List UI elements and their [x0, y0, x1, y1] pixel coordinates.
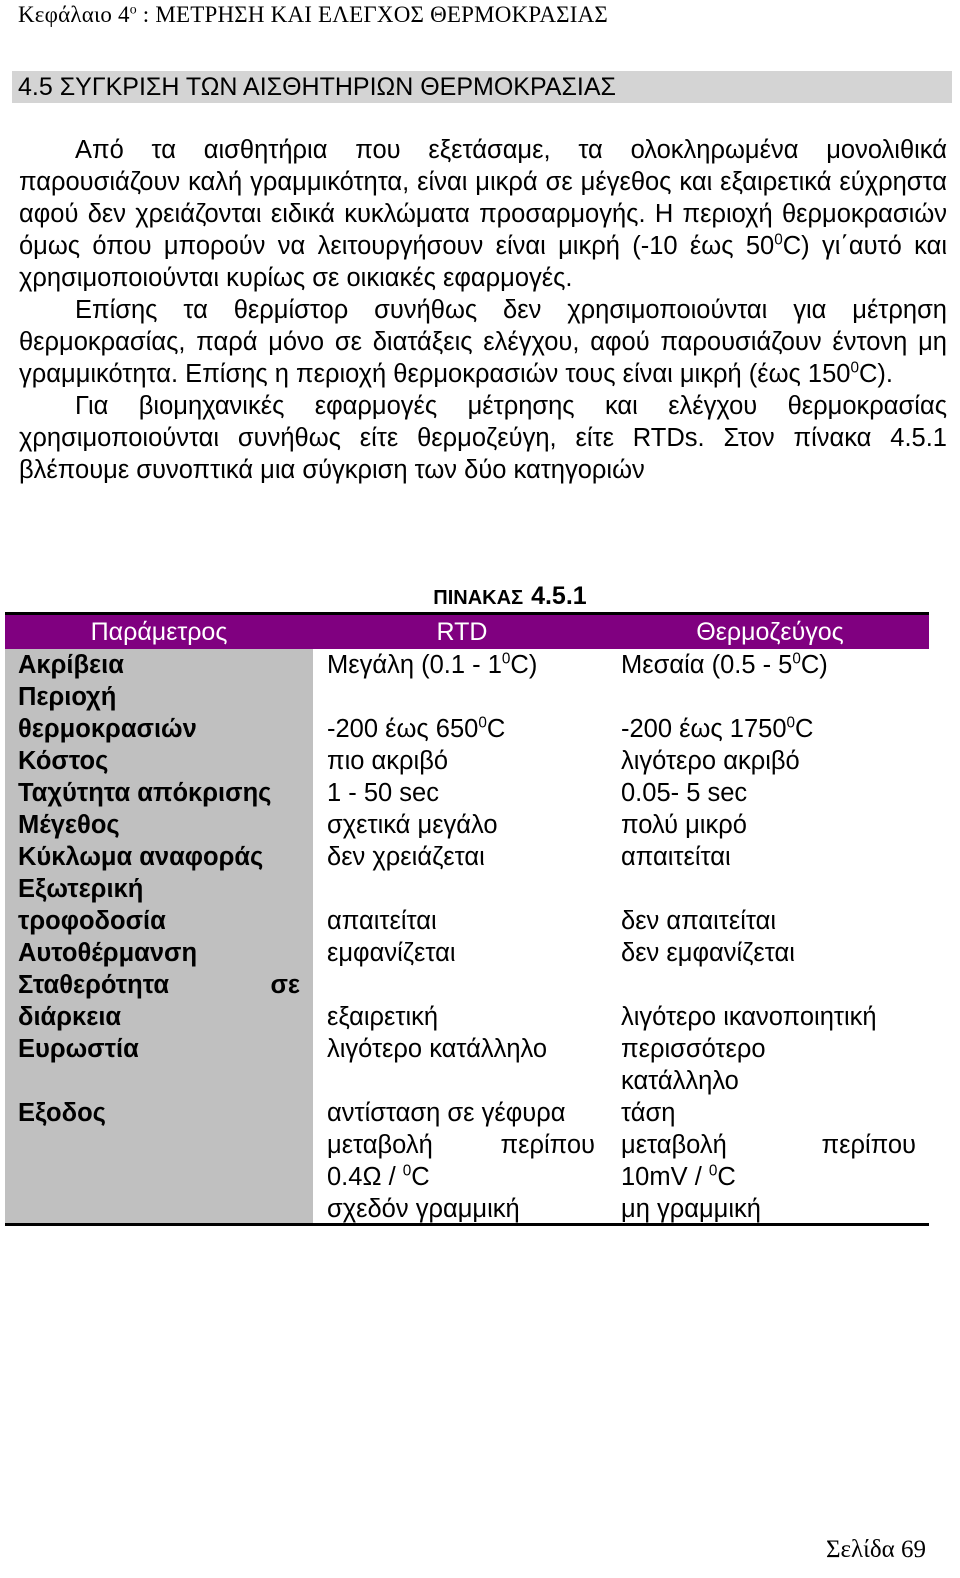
- page-number: 69: [901, 1536, 927, 1563]
- param-cell: Αυτοθέρμανση: [18, 939, 198, 967]
- rtd-cell: δεν χρειάζεται: [327, 843, 485, 871]
- rtd-cell: εξαιρετική: [327, 1003, 439, 1031]
- chapter-prefix: Κεφάλαιο 4: [18, 2, 130, 27]
- chapter-ordinal: ο: [129, 1, 137, 17]
- header-thermocouple: Θερμοζεύγος: [696, 618, 844, 646]
- table-row: [5, 1033, 929, 1097]
- param-cell: Μέγεθος: [18, 811, 120, 839]
- param-cell: Ευρωστία: [18, 1035, 139, 1063]
- table-row: [5, 681, 929, 745]
- thermocouple-cell: -200 έως 1750$^0$C: [621, 714, 814, 743]
- header-parameter: Παράμετρος: [90, 618, 228, 646]
- rtd-cell: λιγότερο κατάλληλο: [327, 1035, 548, 1063]
- rtd-cell: αντίσταση σε γέφυρα μεταβολή περίπου 0.4Ω / $^0$C σχεδόν γραμμική: [327, 1099, 595, 1223]
- paragraph-3: Για βιομηχανικές εφαρμογές μέτρησης και ελέγχου θερμοκρασίας χρησιμοποιούνται συνήθως είτε θερμοζεύγη, είτε RTDs. Στον πίνακα 4.5.1 βλέπουμε συνοπτικά μια σύγκριση των δύο κατηγοριών: [19, 392, 947, 484]
- table-row: [5, 937, 929, 969]
- thermocouple-cell: πολύ μικρό: [621, 811, 747, 839]
- table-bottom-rule: [5, 1223, 929, 1226]
- thermocouple-cell: τάση μεταβολή περίπου 10mV / $^0$C μη γραμμική: [621, 1099, 916, 1223]
- paragraph-2: Επίσης τα θερμίστορ συνήθως δεν χρησιμοποιούνται για μέτρηση θερμοκρασίας, παρά μόνο σε διατάξεις ελέγχου, αφού παρουσιάζουν έντονη μη γραμμικότητα. Επίσης η περιοχή θερμοκρασιών τους είναι μικρή (έως $150^0C$).: [19, 296, 947, 388]
- param-cell: Περιοχή θερμοκρασιών: [18, 683, 197, 743]
- rtd-cell: πιο ακριβό: [327, 747, 449, 775]
- paragraph-1: Από τα αισθητήρια που εξετάσαμε, τα ολοκληρωμένα μονολιθικά παρουσιάζουν καλή γραμμικότητα, είναι μικρά σε μέγεθος και εξαιρετικά εύχρηστα αφού δεν χρειάζονται ειδικά κυκλώματα προσαρμογής. Η περιοχή θερμοκρασιών όμως όπου μπορούν να λειτουργήσουν είναι μικρή (-10 έως $50^0C$) γι΄αυτό και χρησιμοποιούνται κυρίως σε οικιακές εφαρμογές.: [19, 136, 947, 292]
- table-row: [5, 873, 929, 937]
- rtd-cell: απαιτείται: [327, 907, 437, 935]
- thermocouple-cell: δεν απαιτείται: [621, 907, 777, 935]
- param-cell: Ακρίβεια: [18, 651, 124, 679]
- rtd-cell: -200 έως $650^0C$: [327, 714, 506, 743]
- thermocouple-cell: περισσότερο κατάλληλο: [621, 1035, 766, 1095]
- page-footer: [826, 1536, 926, 1564]
- param-cell: Σταθερότητα σε διάρκεια: [18, 971, 300, 1031]
- table-row: [5, 969, 929, 1033]
- rtd-cell: σχετικά μεγάλο: [327, 811, 498, 839]
- header-rtd: RTD: [436, 618, 488, 646]
- param-cell: Εξωτερική τροφοδοσία: [18, 875, 166, 935]
- table-row: [5, 649, 929, 681]
- table-caption-number: 4.5.1: [531, 582, 587, 610]
- thermocouple-cell: λιγότερο ακριβό: [621, 747, 800, 775]
- section-heading: 4.5 ΣΥΓΚΡΙΣΗ ΤΩΝ ΑΙΣΘΗΤΗΡΙΩΝ ΘΕΡΜΟΚΡΑΣΙΑΣ: [12, 71, 952, 103]
- rtd-cell: Μεγάλη $(0.1 - 1^0C)$: [327, 650, 538, 679]
- thermocouple-cell: λιγότερο ικανοποιητική: [621, 1003, 877, 1031]
- thermocouple-cell: 0.05- 5 sec: [621, 779, 748, 807]
- table-row: [5, 777, 929, 809]
- table-row: [5, 1097, 929, 1225]
- table-caption-word: ΠΙΝΑΚΑΣ: [433, 587, 524, 609]
- param-cell: Ταχύτητα απόκρισης: [18, 779, 272, 807]
- page-label: Σελίδα: [826, 1536, 895, 1563]
- rtd-cell: 1 - 50 sec: [327, 779, 439, 807]
- chapter-title: : ΜΕΤΡΗΣΗ ΚΑΙ ΕΛΕΓΧΟΣ ΘΕΡΜΟΚΡΑΣΙΑΣ: [136, 2, 608, 27]
- param-cell: Κόστος: [18, 747, 109, 775]
- table-row: [5, 841, 929, 873]
- table-header-row: [5, 612, 929, 649]
- thermocouple-cell: δεν εμφανίζεται: [621, 939, 795, 967]
- body-text: [19, 134, 947, 486]
- table-caption: [0, 582, 960, 611]
- param-cell: Κύκλωμα αναφοράς: [18, 843, 264, 871]
- table-row: [5, 745, 929, 777]
- chapter-header: [18, 2, 608, 28]
- rtd-cell: εμφανίζεται: [327, 939, 456, 967]
- param-cell: Εξοδος: [18, 1099, 106, 1127]
- table-body: [5, 649, 929, 1225]
- thermocouple-cell: απαιτείται: [621, 843, 731, 871]
- thermocouple-cell: Μεσαία $(0.5 - 5^0C)$: [621, 650, 828, 679]
- comparison-table: [5, 612, 929, 1226]
- table-row: [5, 809, 929, 841]
